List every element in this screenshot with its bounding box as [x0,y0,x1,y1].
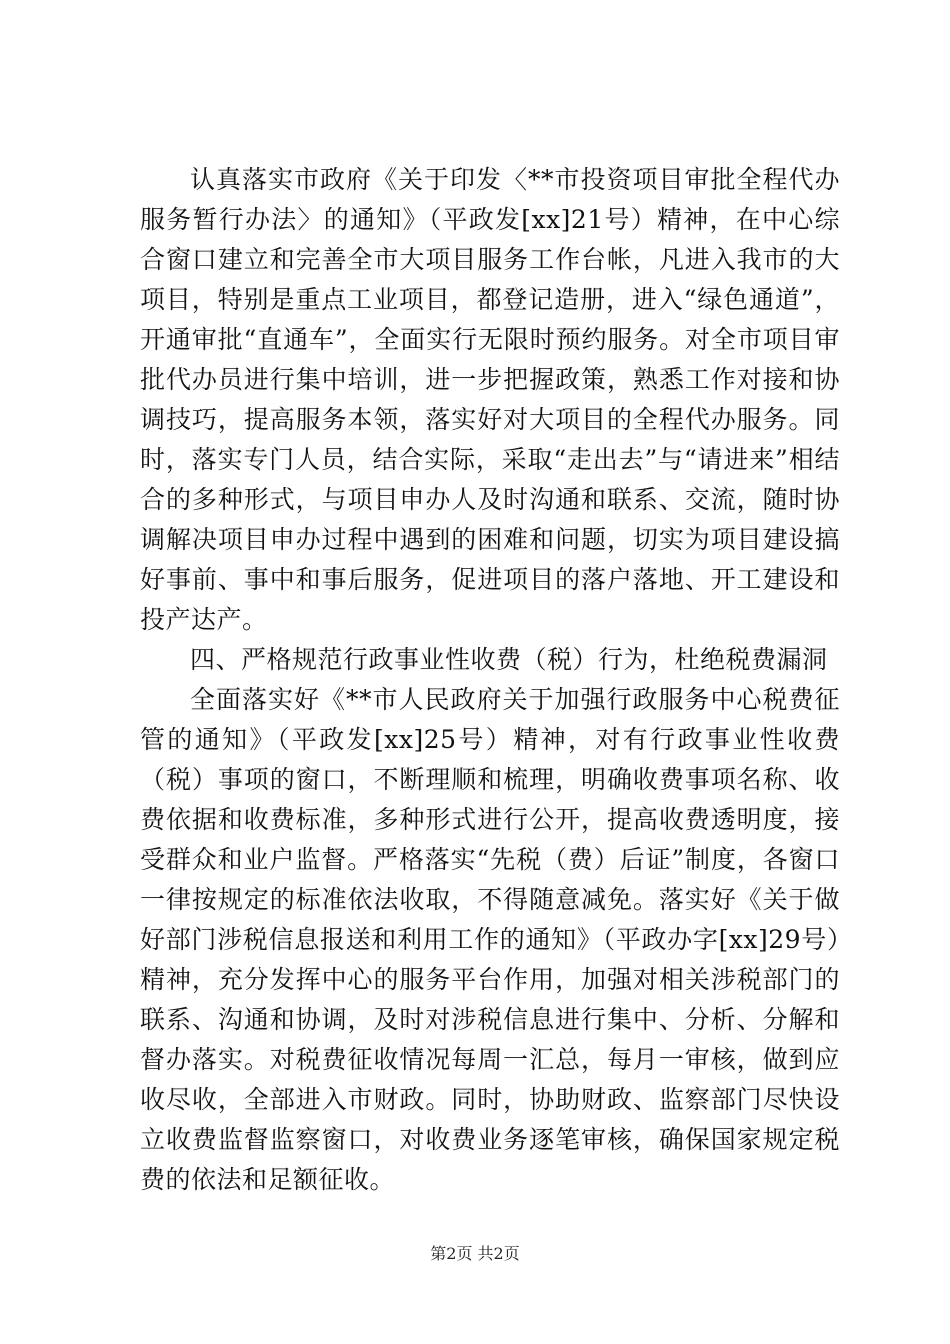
paragraph-investment-service: 认真落实市政府《关于印发〈**市投资项目审批全程代办服务暂行办法〉的通知》（平政发[xx]21号）精神，在中心综合窗口建立和完善全市大项目服务工作台帐，凡进入我市的大项目，特别是重点工业项目，都登记造册，进入“绿色通道”，开通审批“直通车”，全面实行无限时预约服务。对全市项目审批代办员进行集中培训，进一步把握政策，熟悉工作对接和协调技巧，提高服务本领，落实好对大项目的全程代办服务。同时，落实专门人员，结合实际，采取“走出去”与“请进来”相结合的多种形式，与项目申办人及时沟通和联系、交流，随时协调解决项目申办过程中遇到的困难和问题，切实为项目建设搞好事前、事中和事后服务，促进项目的落户落地、开工建设和投产达产。 [140,165,840,634]
section-heading-fee-regulation: 四、严格规范行政事业性收费（税）行为，杜绝税费漏洞 [190,645,828,674]
page-footer: 第2页 共2页 [430,1244,520,1263]
document-body [140,160,840,1200]
paragraph-tax-collection: 全面落实好《**市人民政府关于加强行政服务中心税费征管的通知》（平政发[xx]25号）精神，对有行政事业性收费（税）事项的窗口，不断理顺和梳理，明确收费事项名称、收费依据和收费标准，多种形式进行公开，提高收费透明度，接受群众和业户监督。严格落实“先税（费）后证”制度，各窗口一律按规定的标准依法收取，不得随意减免。落实好《关于做好部门涉税信息报送和利用工作的通知》（平政办字[xx]29号）精神，充分发挥中心的服务平台作用，加强对相关涉税部门的联系、沟通和协调，及时对涉税信息进行集中、分析、分解和督办落实。对税费征收情况每周一汇总，每月一审核，做到应收尽收，全部进入市财政。同时，协助财政、监察部门尽快设立收费监督监察窗口，对收费业务逐笔审核，确保国家规定税费的依法和足额征收。 [140,685,840,1194]
